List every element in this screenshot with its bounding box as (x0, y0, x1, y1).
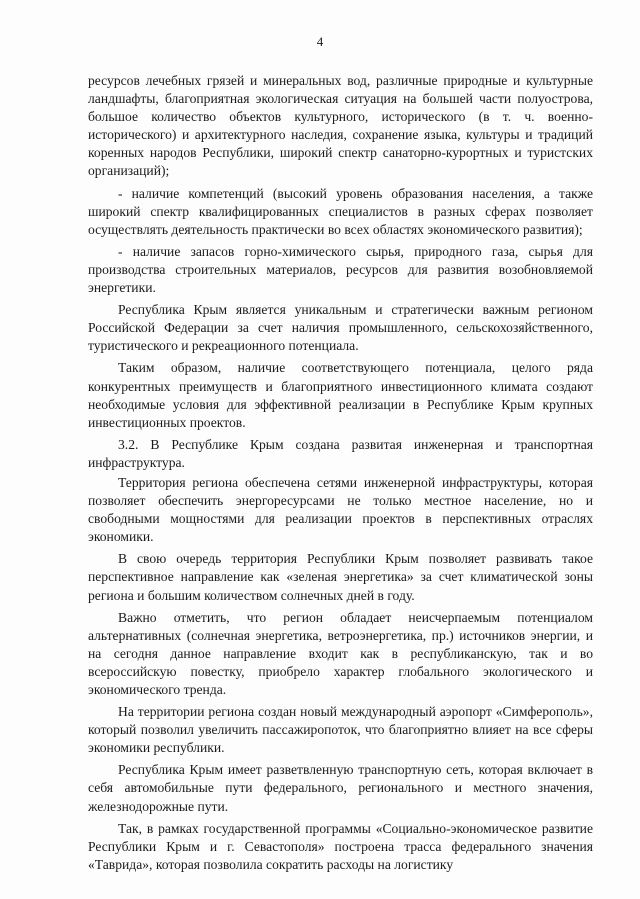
paragraph-strategic-region: Республика Крым является уникальным и стратегически важным регионом Российской Федерации за счет наличия промышленного, сельскохозяйственного, туристического и рекреационного потенциала. (88, 302, 593, 354)
paragraph-airport: На территории региона создан новый международный аэропорт «Симферополь», который позволил увеличить пассажиропоток, что благоприятно влияет на все сферы экономики республики. (88, 704, 593, 756)
page-number: 4 (316, 34, 324, 49)
document-body (88, 72, 593, 878)
paragraph-investment-conditions: Таким образом, наличие соответствующего потенциала, целого ряда конкурентных преимуществ и благоприятного инвестиционного климата создают необходимые условия для эффективной реализации в Республике Крым крупных инвестиционных проектов. (88, 360, 593, 430)
paragraph-engineering-infrastructure: Территория региона обеспечена сетями инженерной инфраструктуры, которая позволяет обеспечить энергоресурсами не только местное население, но и свободными мощностями для реализации проектов в перспективных отраслях экономики. (88, 474, 593, 545)
section-heading-3-2: 3.2. В Республике Крым создана развитая инженерная и транспортная инфраструктура. (88, 436, 593, 470)
paragraph-raw-materials: - наличие запасов горно-химического сырья, природного газа, сырья для производства строительных материалов, ресурсов для развития возобновляемой энергетики. (88, 243, 593, 296)
paragraph-resources-continuation: ресурсов лечебных грязей и минеральных вод, различные природные и культурные ландшафты, благоприятная экологическая ситуация на большей части полуострова, большое количество объектов культурного, исторического (в т. ч. военно-исторического) и архитектурного наследия, сохранение языка, культуры и традиций коренных народов Республики, широкий спектр санаторно-курортных и туристских организаций); (88, 73, 593, 179)
paragraph-tavrida-highway: Так, в рамках государственной программы «Социально-экономическое развитие Республики Крым и г. Севастополя» построена трасса федерального значения «Таврида», которая позволила сократить расходы на логистику (88, 820, 593, 872)
paragraph-competencies: - наличие компетенций (высокий уровень образования населения, а также широкий спектр квалифицированных специалистов в разных сферах позволяет осуществлять деятельность практически во всех областях экономического развития); (88, 185, 593, 237)
paragraph-alternative-energy: Важно отметить, что регион обладает неисчерпаемым потенциалом альтернативных (солнечная энергетика, ветроэнергетика, пр.) источников энергии, и на сегодня данное направление входит как в республиканскую, так и во всероссийскую повестку, приобрело характер глобального экологического и экономического тренда. (88, 609, 593, 697)
paragraph-green-energy: В свою очередь территория Республики Крым позволяет развивать такое перспективное направление как «зеленая энергетика» за счет климатической зоны региона и большим количеством солнечных дней в году. (88, 551, 593, 603)
paragraph-transport-network: Республика Крым имеет разветвленную транспортную сеть, которая включает в себя автомобильные пути федерального, регионального и местного значения, железнодорожные пути. (88, 762, 593, 814)
